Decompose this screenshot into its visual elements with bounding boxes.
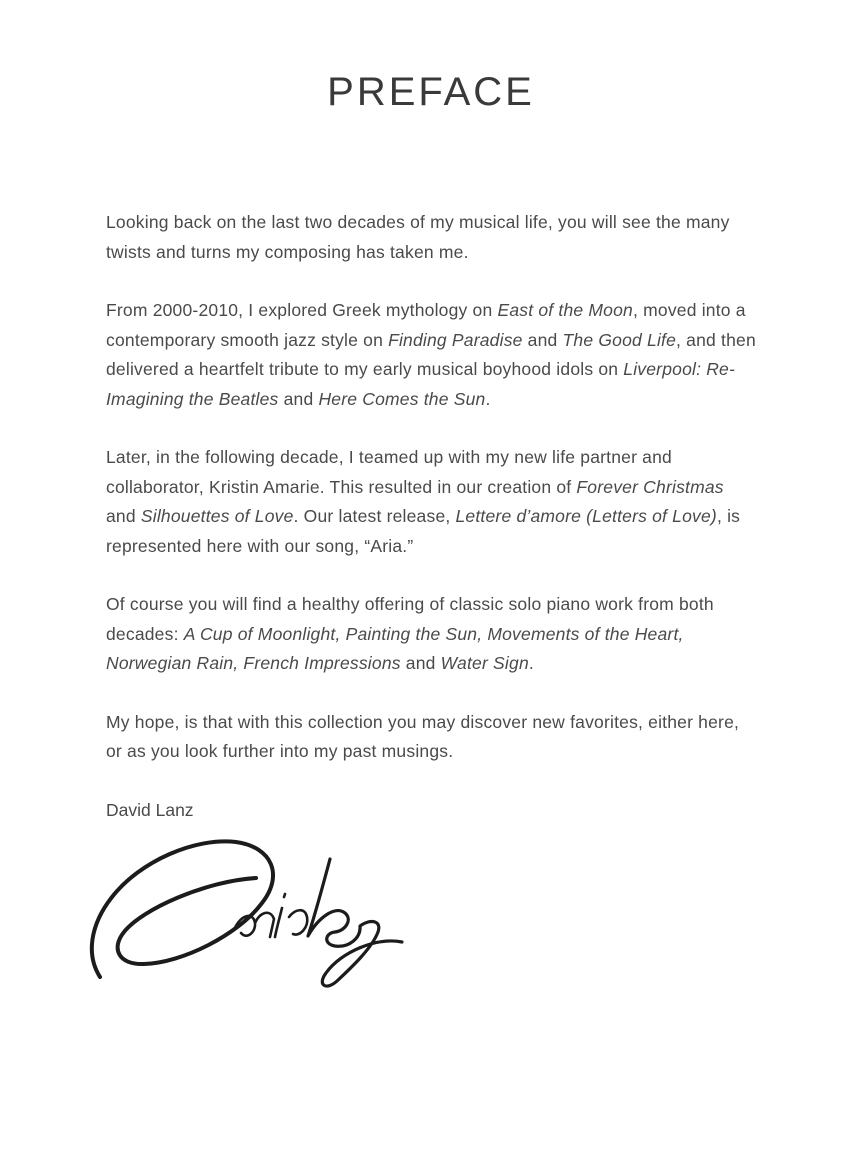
text-run: . bbox=[528, 653, 534, 673]
italic-title-run: A Cup of Moonlight, Painting the Sun, Movements of the Heart, Norwegian Rain, French Impressions bbox=[106, 623, 684, 673]
text-run: , moved into a contemporary smooth jazz style on bbox=[106, 300, 746, 350]
paragraph-2000s bbox=[106, 296, 756, 414]
text-run: Looking back on the last two decades of my musical life, you will see the many twists and turns my composing has taken me. bbox=[106, 212, 730, 262]
text-run: Of course you will find a healthy offering of classic solo piano work from both decades: bbox=[106, 594, 714, 644]
signature-image bbox=[84, 833, 406, 995]
text-run: Later, in the following decade, I teamed up with my new life partner and collaborator, Kristin Amarie. This resulted in our creation of bbox=[106, 447, 672, 497]
text-run: My hope, is that with this collection you may discover new favorites, either here, or as you look further into my past musings. bbox=[106, 711, 740, 761]
preface-body bbox=[106, 208, 756, 767]
paragraph-2010s bbox=[106, 443, 756, 561]
text-run: and bbox=[400, 653, 441, 673]
author-name: David Lanz bbox=[106, 799, 194, 820]
italic-title-run: Here Comes the Sun bbox=[318, 388, 486, 409]
text-run: , and then delivered a heartfelt tribute to my early musical boyhood idols on bbox=[106, 329, 756, 379]
text-run: . bbox=[485, 388, 491, 409]
text-run: and bbox=[278, 388, 319, 409]
italic-title-run: Finding Paradise bbox=[388, 329, 523, 350]
text-run: , is represented here with our song, “Aria.” bbox=[106, 506, 741, 556]
italic-title-run: Silhouettes of Love bbox=[140, 506, 294, 526]
italic-title-run: Water Sign bbox=[440, 653, 529, 673]
italic-title-run: Lettere d’amore (Letters of Love) bbox=[455, 506, 717, 526]
paragraph-intro bbox=[106, 208, 756, 267]
text-run: and bbox=[522, 329, 563, 350]
text-run: From 2000-2010, I explored Greek mythology on bbox=[106, 300, 498, 320]
italic-title-run: Forever Christmas bbox=[576, 476, 724, 497]
text-run: and bbox=[106, 506, 141, 526]
text-run: . Our latest release, bbox=[293, 506, 456, 526]
italic-title-run: The Good Life bbox=[562, 329, 677, 350]
italic-title-run: Liverpool: Re-Imagining the Beatles bbox=[106, 359, 736, 409]
paragraph-closing bbox=[106, 708, 756, 767]
signature-block bbox=[84, 833, 756, 995]
paragraph-solo-piano bbox=[106, 590, 756, 679]
page-title: PREFACE bbox=[327, 70, 535, 114]
italic-title-run: East of the Moon bbox=[497, 300, 633, 320]
